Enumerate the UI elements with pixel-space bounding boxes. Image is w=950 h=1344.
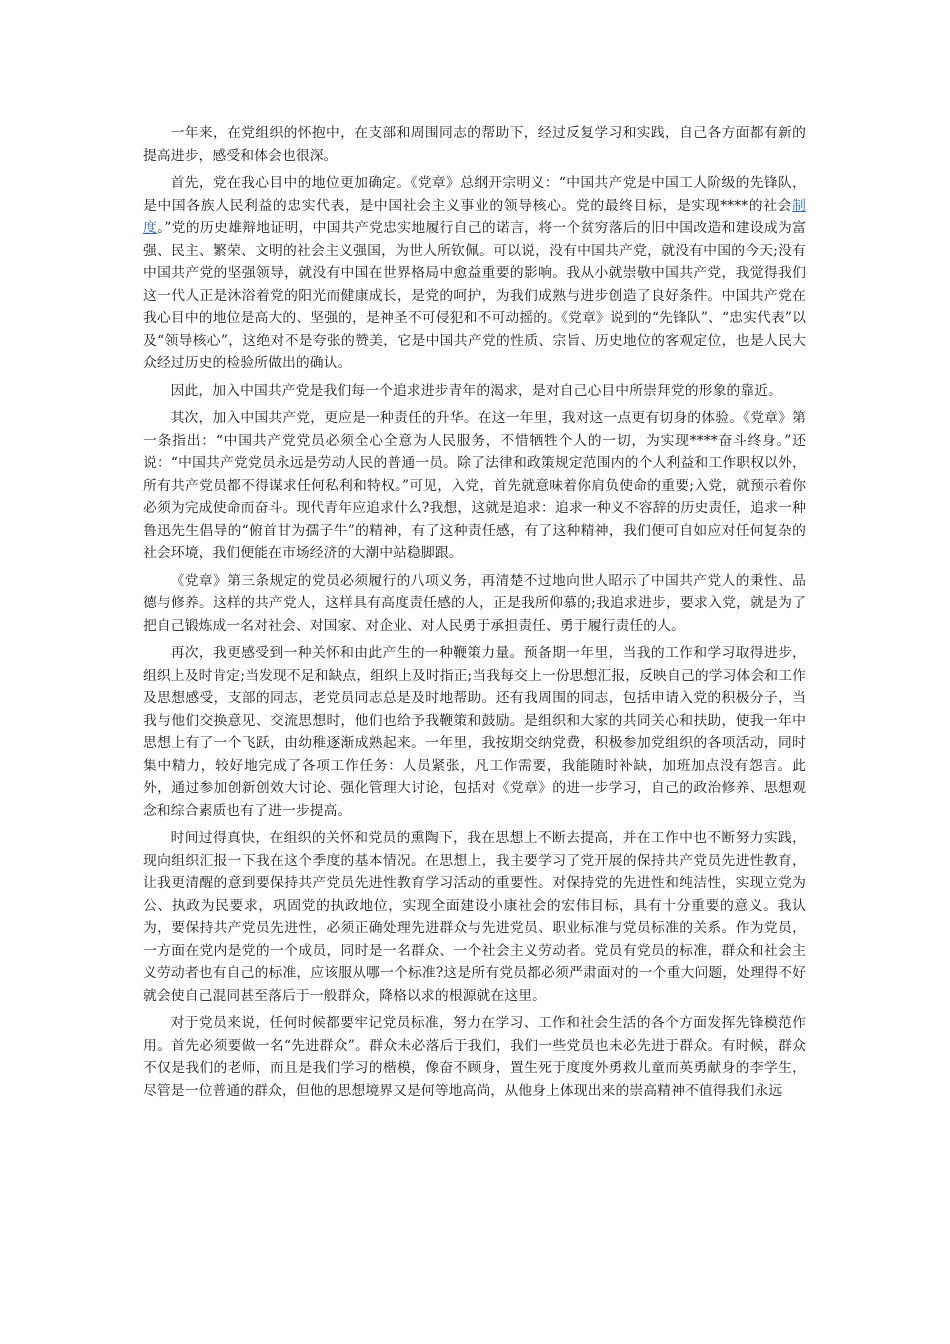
- document-body: [143, 122, 806, 1107]
- paragraph-party-standard: [143, 1012, 806, 1102]
- paragraph-quarterly-report: [143, 827, 806, 1007]
- paragraph-text: 其次，加入中国共产党，更应是一种责任的升华。在这一年里，我对这一点更有切身的体验。《党章》第一条指出：“中国共产党党员必须全心全意为人民服务，不惜牺牲个人的一切，为实现****奋斗终身。”还说：“中国共产党党员永远是劳动人民的普通一员。除了法律和政策规定范围内的个人利益和工作职权以外，所有共产党员都不得谋求任何私利和特权。”可见，入党，首先就意味着你肩负使命的重要;入党，就预示着你必须为完成使命而奋斗。现代青年应追求什么?我想，这就是追求：追求一种义不容辞的历史责任，追求一种鲁迅先生倡导的“俯首甘为孺子牛”的精神，有了这种责任感，有了这种精神，我们便可自如应对任何复杂的社会环境，我们便能在市场经济的大潮中站稳脚跟。: [143, 410, 806, 561]
- paragraph-text-continued: 。”党的历史雄辩地证明，中国共产党忠实地履行自己的诺言，将一个贫穷落后的旧中国改造和建设成为富强、民主、繁荣、文明的社会主义强国，为世人所钦佩。可以说，没有中国共产党，就没有中国的今天;没有中国共产党的坚强领导，就没有中国在世界格局中愈益重要的影响。我从小就崇敬中国共产党，我觉得我们这一代人正是沐浴着党的阳光而健康成长，是党的呵护，为我们成熟与进步创造了良好条件。中国共产党在我心目中的地位是高大的、坚强的，是神圣不可侵犯和不可动摇的。《党章》说到的“先锋队”、“忠实代表”以及“领导核心”，这绝对不是夸张的赞美，它是中国共产党的性质、宗旨、历史地位的客观定位，也是人民大众经过历史的检验所做出的确认。: [143, 220, 806, 371]
- paragraph-responsibility: [143, 407, 806, 565]
- system-link[interactable]: 制度: [143, 197, 806, 236]
- paragraph-text: 一年来，在党组织的怀抱中，在支部和周围同志的帮助下，经过反复学习和实践，自己各方面都有新的提高进步，感受和体会也很深。: [143, 125, 806, 164]
- paragraph-party-status: [143, 172, 806, 375]
- paragraph-text: 《党章》第三条规定的党员必须履行的八项义务，再清楚不过地向世人昭示了中国共产党人的秉性、品德与修养。这样的共产党人，这样具有高度责任感的人，正是我所仰慕的;我追求进步，要求入党，就是为了把自己锻炼成一名对社会、对国家、对企业、对人民勇于承担责任、勇于履行责任的人。: [143, 572, 806, 634]
- paragraph-care-encouragement: [143, 642, 806, 822]
- paragraph-text: 首先，党在我心目中的地位更加确定。《党章》总纲开宗明义：“中国共产党是中国工人阶级的先锋队，是中国各族人民利益的忠实代表，是中国社会主义事业的领导核心。党的最终目标，是实现****的社会: [143, 175, 806, 214]
- paragraph-text: 再次，我更感受到一种关怀和由此产生的一种鞭策力量。预备期一年里，当我的工作和学习取得进步，组织上及时肯定;当发现不足和缺点，组织上及时指正;当我每交上一份思想汇报，反映自己的学习体会和工作及思想感受，支部的同志，老党员同志总是及时地帮助。还有我周围的同志，包括申请入党的积极分子，当我与他们交换意见、交流思想时，他们也给予我鞭策和鼓励。是组织和大家的共同关心和扶助，使我一年中思想上有了一个飞跃，由幼稚逐渐成熟起来。一年里，我按期交纳党费，积极参加党组织的各项活动，同时集中精力，较好地完成了各项工作任务：人员紧张，凡工作需要，我能随时补缺，加班加点没有怨言。此外，通过参加创新创效大讨论、强化管理大讨论，包括对《党章》的进一步学习，自己的政治修养、思想观念和综合素质也有了进一步提高。: [143, 645, 806, 819]
- paragraph-intro: [143, 122, 806, 167]
- paragraph-text: 因此，加入中国共产党是我们每一个追求进步青年的渴求，是对自己心目中所崇拜党的形象的靠近。: [170, 382, 783, 399]
- paragraph-obligations: [143, 570, 806, 638]
- paragraph-conclusion-join: [143, 380, 806, 403]
- paragraph-text: 时间过得真快，在组织的关怀和党员的熏陶下，我在思想上不断去提高，并在工作中也不断努力实践，现向组织汇报一下我在这个季度的基本情况。在思想上，我主要学习了党开展的保持共产党员先进性教育，让我更清醒的意到要保持共产党员先进性教育学习活动的重要性。对保持党的先进性和纯洁性，实现立党为公、执政为民要求，巩固党的执政地位，实现全面建设小康社会的宏伟目标，具有十分重要的意义。我认为，要保持共产党员先进性，必须正确处理先进群众与先进党员、职业标准与党员标准的关系。作为党员，一方面在党内是党的一个成员，同时是一名群众、一个社会主义劳动者。党员有党员的标准，群众和社会主义劳动者也有自己的标准，应该服从哪一个标准?这是所有党员都必须严肃面对的一个重大问题，处理得不好就会使自己混同甚至落后于一般群众，降格以求的根源就在这里。: [143, 830, 806, 1004]
- paragraph-text: 对于党员来说，任何时候都要牢记党员标准，努力在学习、工作和社会生活的各个方面发挥先锋模范作用。首先必须要做一名“先进群众”。群众未必落后于我们，我们一些党员也未必先进于群众。有时候，群众不仅是我们的老师，而且是我们学习的楷模，像奋不顾身，置生死于度度外勇救儿童而英勇献身的李学生，尽管是一位普通的群众，但他的思想境界又是何等地高尚，从他身上体现出来的崇高精神不值得我们永远: [143, 1015, 806, 1099]
